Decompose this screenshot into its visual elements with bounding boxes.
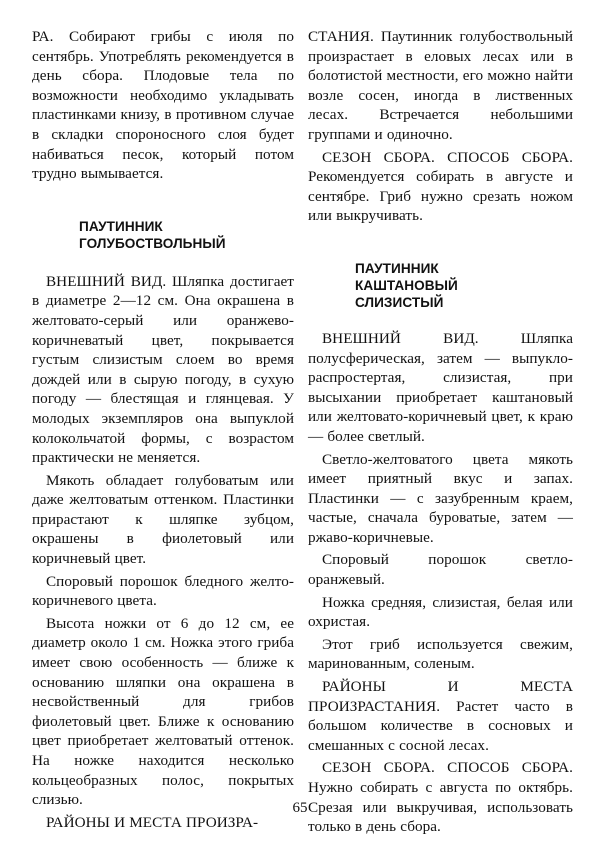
paragraph: РАЙОНЫ И МЕСТА ПРОИЗРАСТАНИЯ. Растет часто в большом количестве в сосновых и смешанных с сосной лесах. <box>308 678 573 754</box>
paragraph: ВНЕШНИЙ ВИД. Шляпка достигает в диаметре 2—12 см. Она окрашена в желтовато-серый или оранжево-коричневатый цвет, покрывается густым слизистым слоем во время дождей или в сырую погоду, в сухую погоду — блестящая и глянцевая. У молодых экземпляров она выпуклой колокольчатой формы, с возрастом практически не меняется. <box>32 272 294 467</box>
paragraph: Ножка средняя, слизистая, белая или охристая. <box>308 593 573 631</box>
page-number: 65 <box>292 800 308 816</box>
heading-line: ПАУТИННИК <box>355 260 439 276</box>
paragraph: СТАНИЯ. Паутинник голубоствольный произрастает в еловых лесах или в болотистой местности, его можно найти возле сосен, иногда в лиственных лесах. Встречается небольшими группами и одиночно. <box>308 28 573 143</box>
paragraph: СЕЗОН СБОРА. СПОСОБ СБОРА. Рекомендуется собирать в августе и сентябре. Гриб нужно срезать ножом или выкручивать. <box>308 148 573 225</box>
section-heading-cortinarius-collinitus <box>32 218 294 252</box>
heading-line: ПАУТИННИК <box>79 218 163 234</box>
paragraph: Светло-желтоватого цвета мякоть имеет приятный вкус и запах. Пластинки — с зазубренным краем, частые, сначала буроватые, затем — ржаво-коричневые. <box>308 450 573 546</box>
heading-line: СЛИЗИСТЫЙ <box>355 294 444 310</box>
paragraph: Этот гриб используется свежим, маринованным, соленым. <box>308 635 573 673</box>
paragraph: Высота ножки от 6 до 12 см, ее диаметр около 1 см. Ножка этого гриба имеет свою особенность — ближе к основанию шляпки она окрашена в несвойственный для грибов фиолетовый цвет. Ближе к основанию цвет приобретает желтоватый оттенок. На ножке находится несколько кольцеобразных полос, покрытых слизью. <box>32 614 294 809</box>
paragraph: РА. Собирают грибы с июля по сентябрь. Употреблять рекомендуется в день сбора. Плодовые тела по возможности необходимо укладывать пластинками книзу, в противном случае в складки спороносного слоя будет набиваться песок, который потом трудно вымывается. <box>32 28 294 183</box>
heading-line: ГОЛУБОСТВОЛЬНЫЙ <box>79 235 226 251</box>
paragraph: Споровый порошок светло-оранжевый. <box>308 551 573 589</box>
paragraph: РАЙОНЫ И МЕСТА ПРОИЗРА- <box>46 813 259 831</box>
heading-line: КАШТАНОВЫЙ <box>355 277 458 293</box>
left-column <box>32 27 294 835</box>
paragraph: Мякоть обладает голубоватым или даже желтоватым оттенком. Пластинки прирастают к шляпке зубцом, окрашены в фиолетовый или коричневый цвет. <box>32 471 294 568</box>
section-heading-cortinarius-mucosus <box>308 260 573 311</box>
right-column <box>308 27 573 840</box>
paragraph: ВНЕШНИЙ ВИД. Шляпка полусферическая, затем — выпукло-распростертая, слизистая, при высыхании приобретает каштановый или желтовато-коричневый цвет, к краю — более светлый. <box>308 329 573 445</box>
paragraph: Споровый порошок бледного желто-коричневого цвета. <box>32 572 294 610</box>
paragraph: СЕЗОН СБОРА. СПОСОБ СБОРА. Нужно собирать с августа по октябрь. Срезая или выкручивая, использовать только в день сбора. <box>308 759 573 836</box>
